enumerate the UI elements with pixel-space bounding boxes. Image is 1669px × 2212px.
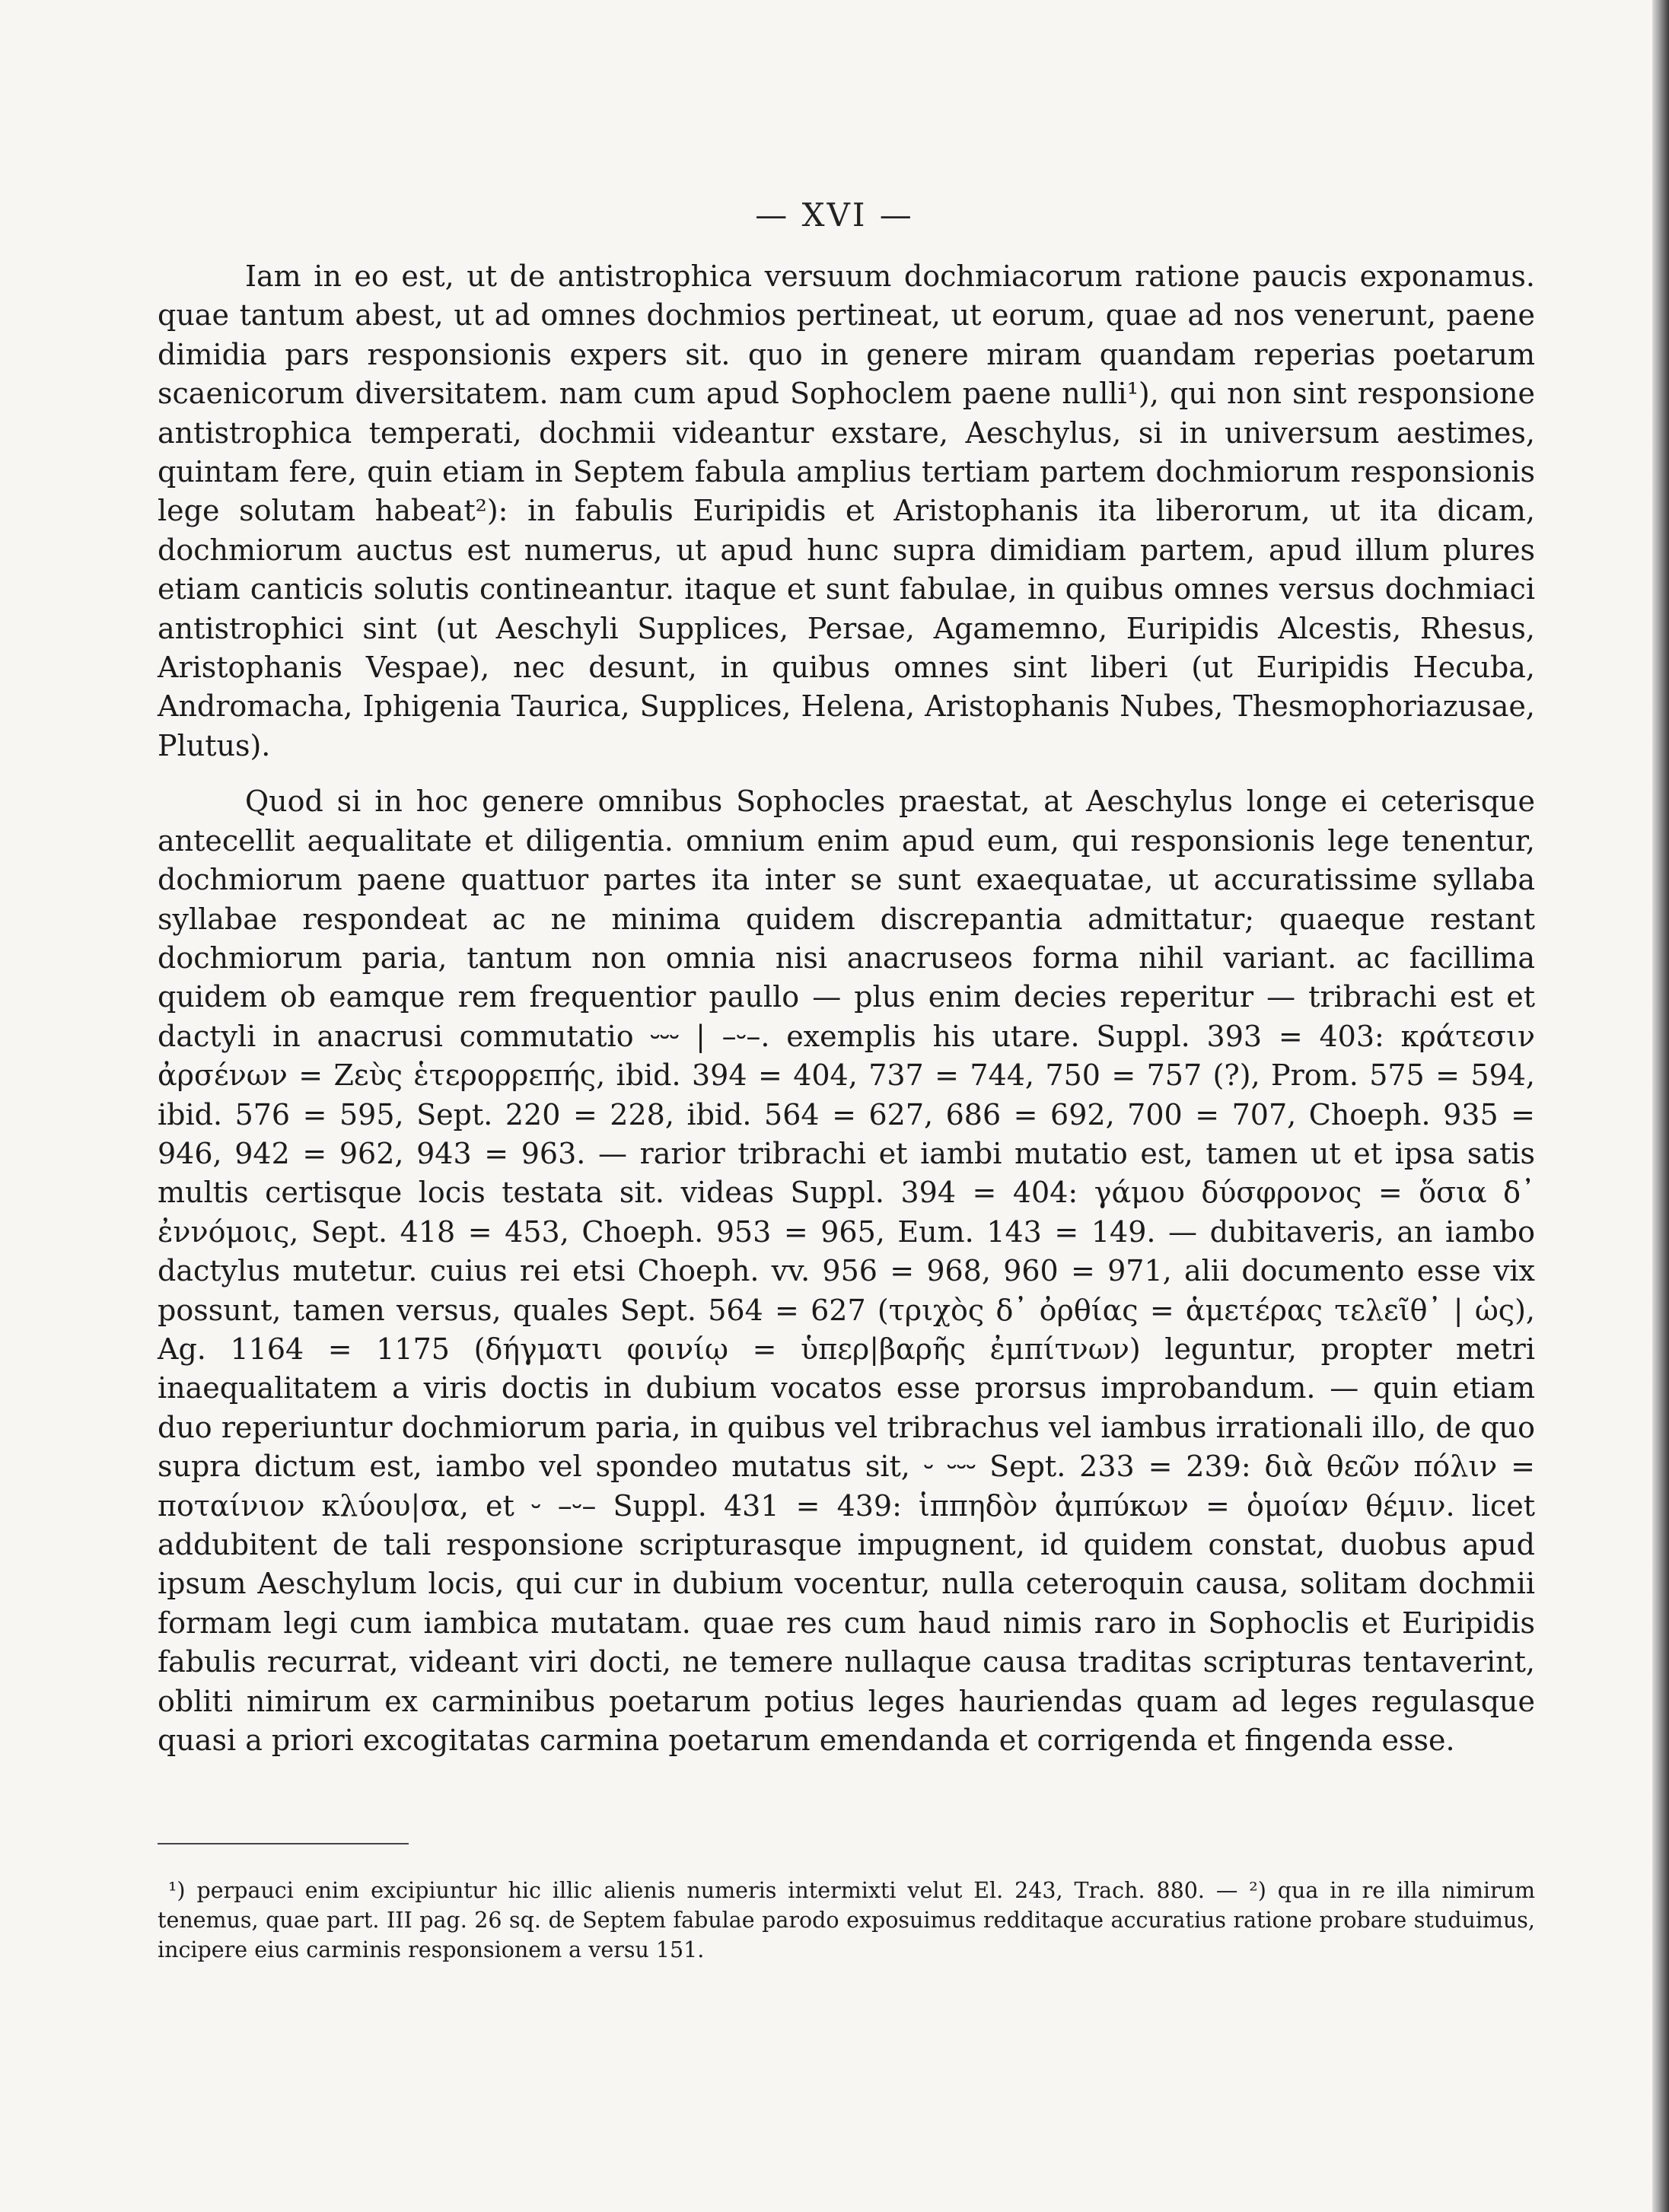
paragraph-2: Quod si in hoc genere omnibus Sophocles praestat, at Aeschylus longe ei ceterisque antecellit aequalitate et diligentia. omnium enim apud eum, qui responsionis lege tenentur, dochmiorum paene quattuor partes ita inter se sunt exaequatae, ut accuratissime syllaba syllabae respondeat ac ne minima quidem discrepantia admittatur; quaeque restant dochmiorum paria, tantum non omnia nisi anacruseos forma nihil variant. ac facillima quidem ob eamque rem frequentior paullo — plus enim decies reperitur — tribrachi est et dactyli in anacrusi commutatio ⏑⏑⏑ | –⏑–. exemplis his utare. Suppl. 393 = 403: κράτεσιν ἀρσένων = Ζεὺς ἑτερορρεπής, ibid. 394 = 404, 737 = 744, 750 = 757 (?), Prom. 575 = 594, ibid. 576 = 595, Sept. 220 = 228, ibid. 564 = 627, 686 = 692, 700 = 707, Choeph. 935 = 946, 942 = 962, 943 = 963. — rarior tribrachi et iambi mutatio est, tamen ut et ipsa satis multis certisque locis testata sit. videas Suppl. 394 = 404: γάμου δύσφρονος = ὅσια δ᾿ ἐννόμοις, Sept. 418 = 453, Choeph. 953 = 965, Eum. 143 = 149. — dubitaveris, an iambo dactylus mutetur. cuius rei etsi Choeph. vv. 956 = 968, 960 = 971, alii documento esse vix possunt, tamen versus, quales Sept. 564 = 627 (τριχὸς δ᾿ ὀρθίας = ἁμετέρας τελεῖθ᾿ | ὡς), Ag. 1164 = 1175 (δήγματι φοινίῳ = ὑπερ|βαρῆς ἐμπίτνων) leguntur, propter metri inaequalitatem a viris doctis in dubium vocatos esse prorsus improbandum. — quin etiam duo reperiuntur dochmiorum paria, in quibus vel tribrachus vel iambus irrationali illo, de quo supra dictum est, iambo vel spondeo mutatus sit, ⏑ ⏑⏑⏑ Sept. 233 = 239: διὰ θεῶν πόλιν = ποταίνιον κλύου|σα, et ⏑ –⏑– Suppl. 431 = 439: ἱππηδὸν ἀμπύκων = ὁμοίαν θέμιν. licet addubitent de tali responsione scripturasque impugnent, id quidem constat, duobus apud ipsum Aeschylum locis, qui cur in dubium vocentur, nulla ceteroquin causa, solitam dochmii formam legi cum iambica mutatam. quae res cum haud nimis raro in Sophoclis et Euripidis fabulis recurrat, videant viri docti, ne temere nullaque causa traditas scripturas tentaverint, obliti nimirum ex carminibus poetarum potius leges hauriendas quam ad leges regulasque quasi a priori excogitatas carmina poetarum emendanda et corrigenda et fingenda esse. bbox=[158, 785, 1535, 1758]
footnotes: ¹) perpauci enim excipiuntur hic illic alienis numeris intermixti velut El. 243, Trach. 880. — ²) qua in re illa nimirum tenemus, quae part. III pag. 26 sq. de Septem fabulae parodo exposuimus redditaque accuratius ratione probare studuimus, incipere eius carminis responsionem a versu 151. bbox=[158, 1878, 1535, 1962]
paragraph-1: Iam in eo est, ut de antistrophica versuum dochmiacorum ratione paucis exponamus. quae tantum abest, ut ad omnes dochmios pertineat, ut eorum, quae ad nos venerunt, paene dimidia pars responsionis expers sit. quo in genere miram quandam reperias poetarum scaenicorum diversitatem. nam cum apud Sophoclem paene nulli¹), qui non sint responsione antistrophica temperati, dochmii videantur exstare, Aeschylus, si in universum aestimes, quintam fere, quin etiam in Septem fabula amplius tertiam partem dochmiorum responsionis lege solutam habeat²): in fabulis Euripidis et Aristophanis ita liberorum, ut ita dicam, dochmiorum auctus est numerus, ut apud hunc supra dimidiam partem, apud illum plures etiam canticis solutis contineantur. itaque et sunt fabulae, in quibus omnes versus dochmiaci antistrophici sint (ut Aeschyli Supplices, Persae, Agamemno, Euripidis Alcestis, Rhesus, Aristophanis Vespae), nec desunt, in quibus omnes sint liberi (ut Euripidis Hecuba, Andromacha, Iphigenia Taurica, Supplices, Helena, Aristophanis Nubes, Thesmophoriazusae, Plutus). bbox=[158, 259, 1535, 762]
footnote-divider bbox=[158, 1843, 409, 1844]
page-number: — XVI — bbox=[755, 196, 914, 234]
page-edge-shadow bbox=[1652, 0, 1669, 2212]
main-text bbox=[158, 257, 1535, 1760]
